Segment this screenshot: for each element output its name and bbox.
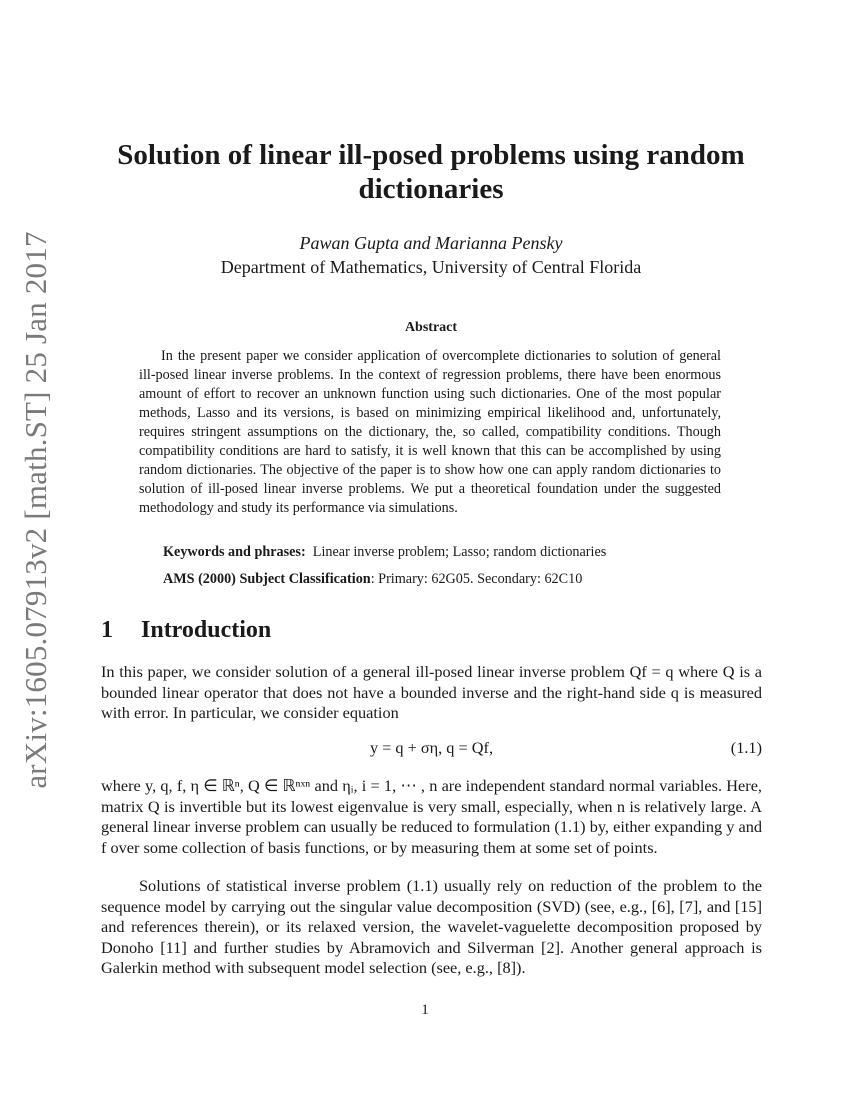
equation-number: (1.1) bbox=[730, 738, 762, 757]
ams-value: : Primary: 62G05. Secondary: 62C10 bbox=[370, 571, 583, 587]
intro-paragraph-2: where y, q, f, η ∈ ℝⁿ, Q ∈ ℝⁿˣⁿ and ηᵢ, i = 1, ⋯ , n are independent standard normal variables. Here, matrix Q is invertible but its lowest eigenvalue is very small, especially, when n is relatively large. A general linear inverse problem can usually be reduced to formulation (1.1) by, either expanding y and f over some collection of basis functions, or by measuring them at some set of points. bbox=[101, 776, 762, 857]
author-affiliation: Department of Mathematics, University of Central Florida bbox=[220, 257, 642, 277]
section-title: Introduction bbox=[141, 617, 272, 643]
abstract-body: In the present paper we consider application of overcomplete dictionaries to solution of general ill-posed linear inverse problems. In the context of regression problems, there have been enormous amount of effort to recover an unknown function using such dictionaries. One of the most popular methods, Lasso and its versions, is based on minimizing empirical likelihood and, unfortunately, requires stringent assumptions on the dictionary, the, so called, compatibility conditions. Though compatibility conditions are hard to satisfy, it is well known that this can be accomplished by using random dictionaries. The objective of the paper is to show how one can apply random dictionaries to solution of ill-posed linear inverse problems. We put a theoretical foundation under the suggested methodology and study its performance via simulations. bbox=[139, 348, 721, 516]
paper-title: Solution of linear ill-posed problems using random dictionaries bbox=[117, 139, 745, 205]
ams-classification-line bbox=[163, 571, 743, 588]
intro-paragraph-1: In this paper, we consider solution of a general ill-posed linear inverse problem Qf = q where Q is a bounded linear operator that does not have a bounded inverse and the right-hand side q is measured with error. In particular, we consider equation bbox=[101, 662, 762, 722]
keywords-value: Linear inverse problem; Lasso; random dictionaries bbox=[312, 544, 607, 560]
arxiv-identifier-stamp: arXiv:1605.07913v2 [math.ST] 25 Jan 2017 bbox=[18, 231, 53, 789]
section-heading bbox=[101, 617, 271, 644]
intro-paragraph-3: Solutions of statistical inverse problem (1.1) usually rely on reduction of the problem to the sequence model by carrying out the singular value decomposition (SVD) (see, e.g., [6], [7], and [15] and references therein), or its relaxed version, the wavelet-vaguelette decomposition proposed by Donoho [11] and further studies by Abramovich and Silverman [2]. Another general approach is Galerkin method with subsequent model selection (see, e.g., [8]). bbox=[101, 876, 762, 977]
page-number: 1 bbox=[421, 1002, 429, 1018]
abstract-heading: Abstract bbox=[404, 320, 458, 335]
keywords-line bbox=[163, 544, 743, 561]
ams-label: AMS (2000) Subject Classification bbox=[163, 571, 371, 587]
keywords-label: Keywords and phrases: bbox=[163, 544, 306, 560]
section-number: 1 bbox=[101, 617, 113, 643]
equation-body: y = q + ση, q = Qf, bbox=[369, 738, 494, 757]
paper-authors: Pawan Gupta and Marianna Pensky bbox=[299, 233, 563, 253]
